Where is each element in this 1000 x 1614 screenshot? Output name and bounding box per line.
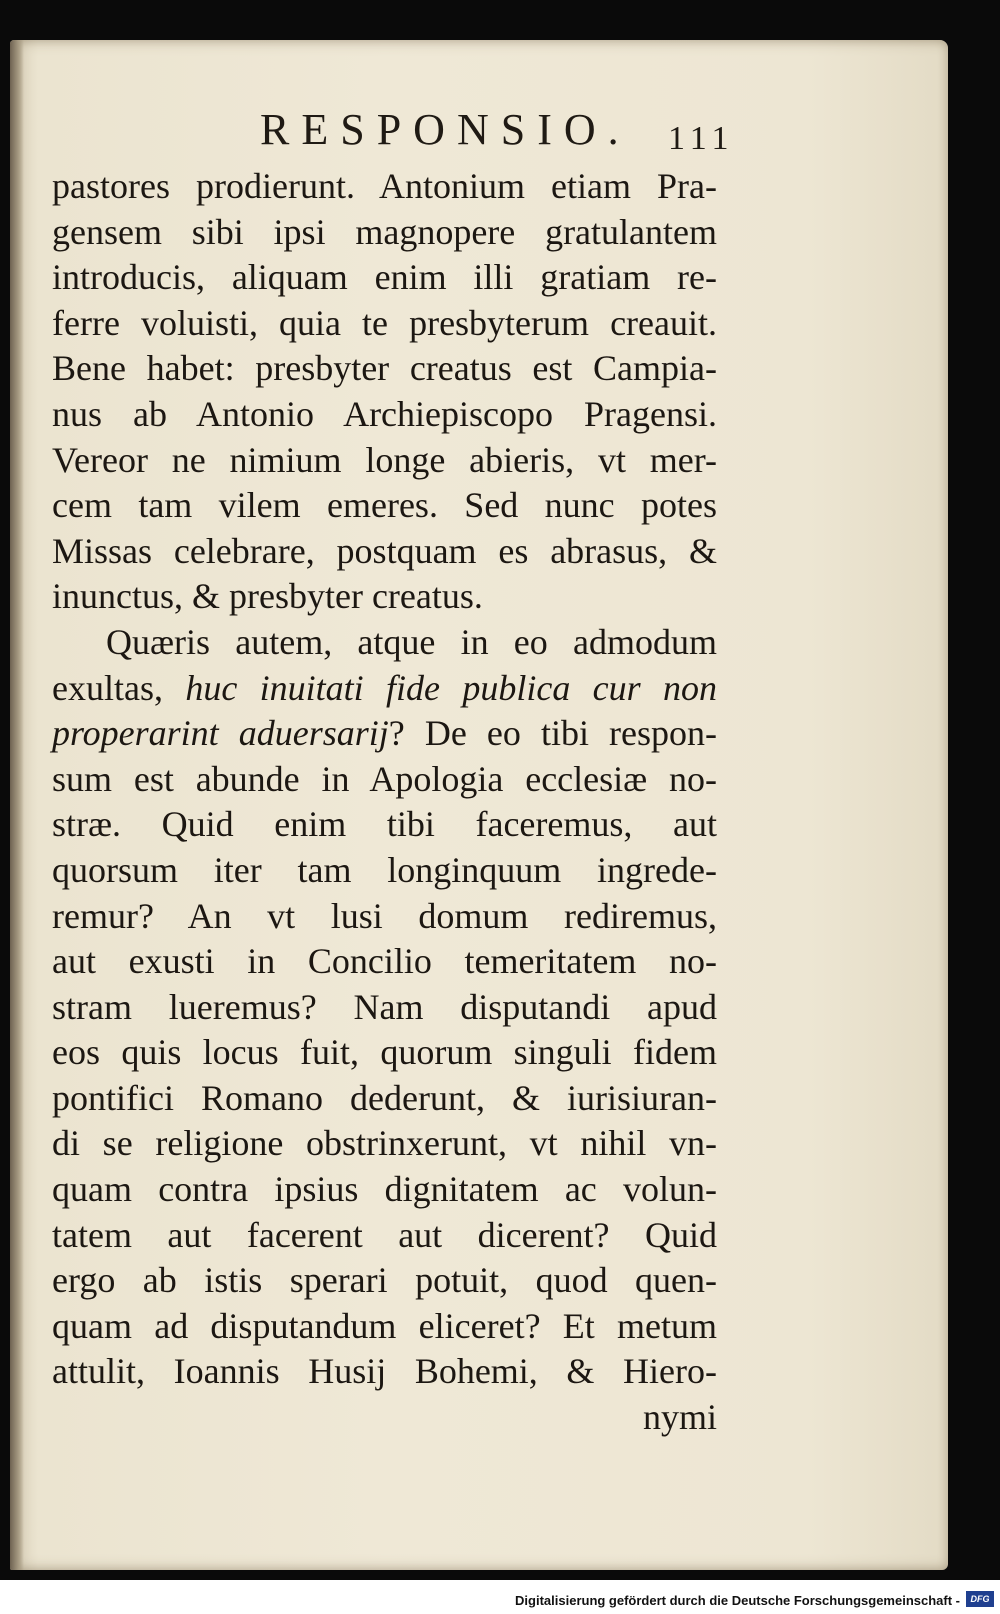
text-line: sum est abunde in Apologia ecclesiæ no-	[52, 758, 717, 799]
text-line: Vereor ne nimium longe abieris, vt mer-	[52, 439, 717, 480]
text-line: Quæris autem, atque in eo admodum	[106, 621, 717, 662]
text-line: introducis, aliquam enim illi gratiam re-	[52, 257, 717, 298]
running-head	[10, 104, 948, 164]
text-line: stræ. Quid enim tibi faceremus, aut	[52, 804, 717, 845]
text-line: quam ad disputandum eliceret? Et metum	[52, 1305, 717, 1346]
text-line: nus ab Antonio Archiepiscopo Pragensi.	[52, 393, 717, 434]
text-line: tatem aut facerent aut dicerent? Quid	[52, 1214, 717, 1255]
text-line-mixed	[52, 711, 717, 757]
italic-quotation: huc inuitati fide publica cur non	[185, 667, 717, 708]
text-fragment: ? De eo tibi respon-	[388, 713, 718, 754]
text-line: cem tam vilem emeres. Sed nunc potes	[52, 485, 717, 526]
digitization-footer	[0, 1580, 1000, 1614]
running-head-title: RESPONSIO.	[260, 105, 631, 154]
text-line: inunctus, & presbyter creatus.	[52, 576, 483, 617]
text-line: remur? An vt lusi domum rediremus,	[52, 895, 717, 936]
body-text	[52, 164, 717, 1441]
text-line: attulit, Ioannis Husij Bohemi, & Hiero-	[52, 1351, 717, 1392]
page-number: 111	[668, 120, 735, 157]
dfg-logo-icon: DFG	[966, 1591, 994, 1607]
catchword: nymi	[642, 1397, 717, 1438]
book-page	[10, 40, 948, 1570]
text-fragment: exultas,	[52, 667, 186, 708]
text-line: ergo ab istis sperari potuit, quod quen-	[52, 1260, 717, 1301]
text-line: Bene habet: presbyter creatus est Campia-	[52, 348, 717, 389]
text-line: quam contra ipsius dignitatem ac volun-	[52, 1169, 717, 1210]
text-line: ferre voluisti, quia te presbyterum creauit.	[52, 302, 717, 343]
text-line: di se religione obstrinxerunt, vt nihil vn-	[52, 1123, 717, 1164]
text-line: gensem sibi ipsi magnopere gratulantem	[52, 211, 717, 252]
funding-credit: Digitalisierung gefördert durch die Deutsche Forschungsgemeinschaft -	[515, 1593, 960, 1608]
text-line-mixed	[52, 666, 717, 712]
text-line: pontifici Romano dederunt, & iurisiuran-	[52, 1077, 717, 1118]
text-line: quorsum iter tam longinquum ingrede-	[52, 849, 717, 890]
text-line: pastores prodierunt. Antonium etiam Pra-	[52, 166, 717, 206]
text-line: stram lueremus? Nam disputandi apud	[52, 986, 717, 1027]
text-line: aut exusti in Concilio temeritatem no-	[52, 941, 717, 982]
italic-quotation: properarint aduersarij	[52, 713, 389, 754]
text-line: eos quis locus fuit, quorum singuli fidem	[52, 1032, 717, 1073]
page-gutter-shadow	[10, 40, 24, 1570]
text-line: Missas celebrare, postquam es abrasus, &	[52, 530, 717, 571]
